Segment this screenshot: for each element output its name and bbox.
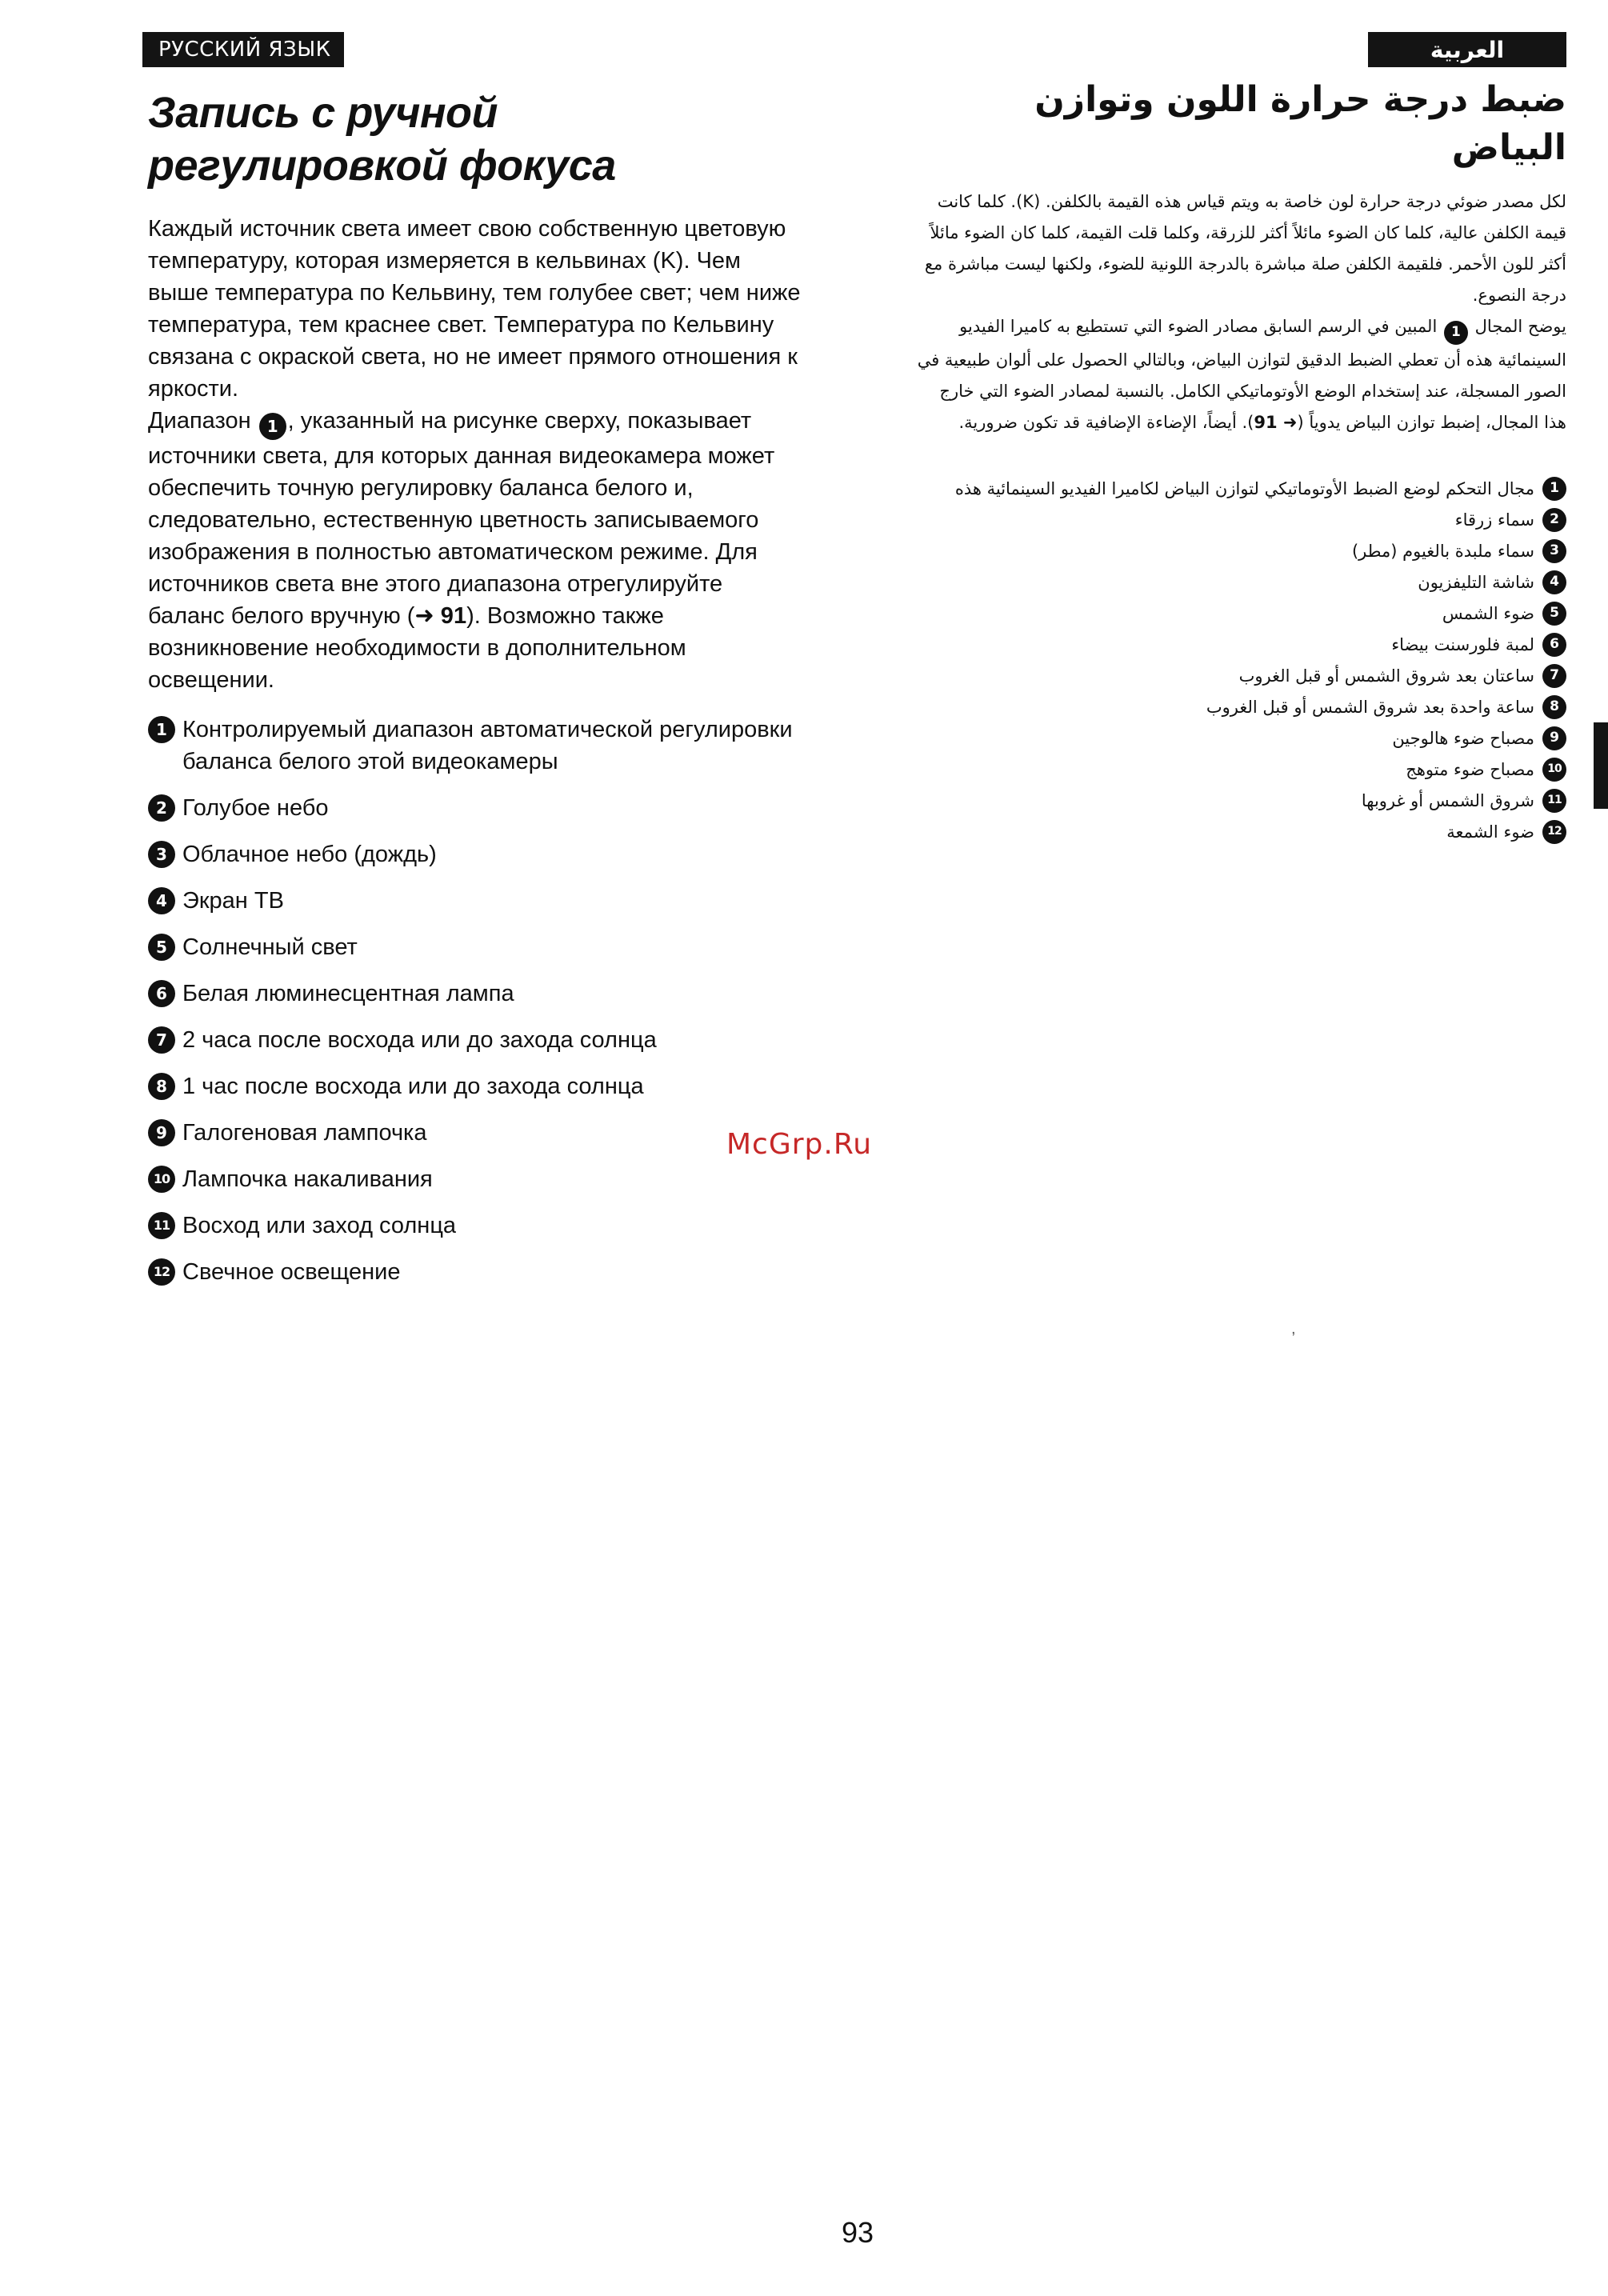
arabic-legend-number-5: 5 (1542, 602, 1566, 626)
russian-legend-item-1 (148, 714, 804, 778)
arabic-legend-number-2: 2 (1542, 508, 1566, 532)
russian-legend-item-5 (148, 931, 804, 963)
russian-legend-item-6 (148, 978, 804, 1010)
russian-legend-text-1: Контролируемый диапазон автоматической регулировки баланса белого этой видеокамеры (182, 717, 793, 774)
russian-legend-number-12: 12 (148, 1258, 175, 1286)
russian-legend-number-6: 6 (148, 980, 175, 1007)
arabic-legend-text-1: مجال التحكم لوضع الضبط الأوتوماتيكي لتوازن البياض لكاميرا الفيديو السينمائية هذه (954, 478, 1534, 498)
russian-legend-item-12 (148, 1256, 804, 1288)
arabic-legend-text-4: شاشة التليفزيون (1418, 572, 1534, 592)
arabic-range-marker-1: 1 (1444, 321, 1468, 345)
russian-legend-text-12: Свечное освещение (182, 1259, 401, 1285)
russian-legend-text-9: Галогеновая лампочка (182, 1120, 427, 1146)
russian-legend-number-4: 4 (148, 887, 175, 914)
russian-legend-text-2: Голубое небо (182, 795, 329, 821)
russian-legend-item-10 (148, 1163, 804, 1195)
arabic-legend-number-4: 4 (1542, 570, 1566, 594)
arabic-legend-item-7 (912, 661, 1566, 692)
arabic-legend-text-10: مصباح ضوء متوهج (1406, 759, 1534, 779)
arabic-legend-item-6 (912, 630, 1566, 661)
arabic-legend-text-9: مصباح ضوء هالوجين (1392, 728, 1534, 748)
russian-legend-text-5: Солнечный свет (182, 934, 358, 960)
arabic-legend-number-11: 11 (1542, 789, 1566, 813)
arabic-range-text-start: يوضح المجال (1474, 317, 1566, 336)
arabic-legend-text-11: شروق الشمس أو غروبها (1361, 790, 1534, 810)
russian-range-text-start: Диапазон (148, 408, 251, 434)
russian-legend-number-7: 7 (148, 1026, 175, 1054)
russian-legend-text-10: Лампочка накаливания (182, 1166, 433, 1192)
russian-legend-text-3: Облачное небо (дождь) (182, 842, 437, 867)
arabic-legend-text-5: ضوء الشمس (1442, 603, 1534, 623)
russian-legend-item-3 (148, 838, 804, 870)
arabic-paragraph-kelvin: لكل مصدر ضوئي درجة حرارة لون خاصة به ويتم قياس هذه القيمة بالكلفن. (K). كلما كانت قيمة الكلفن عالية، كلما كان الضوء مائلاً أكثر للزرقة، وكلما قلت القيمة، كلما كان الضوء مائلاً أكثر للون الأحمر. فلقيمة الكلفن صلة مباشرة بالدرجة اللونية للضوء، ولكنها ليست مباشرة مع درجة النصوع. (924, 192, 1566, 305)
arabic-legend-number-9: 9 (1542, 726, 1566, 750)
arabic-legend-text-7: ساعتان بعد شروق الشمس أو قبل الغروب (1238, 666, 1534, 686)
language-tab-russian: РУССКИЙ ЯЗЫК (142, 32, 344, 67)
russian-legend-text-11: Восход или заход солнца (182, 1213, 457, 1238)
arabic-legend-number-10: 10 (1542, 758, 1566, 782)
arabic-paragraph-range (912, 311, 1566, 438)
arabic-legend-list (912, 474, 1566, 848)
arabic-legend-text-8: ساعة واحدة بعد شروق الشمس أو قبل الغروب (1206, 697, 1534, 717)
arabic-legend-item-5 (912, 598, 1566, 630)
arabic-legend-text-3: سماء ملبدة بالغيوم (مطر) (1351, 541, 1534, 561)
russian-legend-number-3: 3 (148, 841, 175, 868)
russian-range-text-middle: , указанный на рисунке сверху, показывает источники света, для которых данная видеокамера может обеспечить точную регулировку баланса белого и, следовательно, естественную цветность записываемого изображения в полностью автоматическом режиме. Для источников света вне этого диапазона отрегулируйте баланс белого вручную ( (148, 408, 775, 629)
arabic-legend-number-3: 3 (1542, 539, 1566, 563)
russian-legend-text-6: Белая люминесцентная лампа (182, 981, 514, 1006)
arabic-range-text-end: ). أيضاً، الإضاءة الإضافية قد تكون ضرورية. (958, 412, 1254, 432)
arabic-legend-item-3 (912, 536, 1566, 567)
russian-legend-item-2 (148, 792, 804, 824)
russian-paragraph-kelvin: Каждый источник света имеет свою собственную цветовую температуру, которая измеряется в кельвинах (K). Чем выше температура по Кельвину, тем голубее свет; чем ниже температура, тем краснее свет. Температура по Кельвину связана с окраской света, но не имеет прямого отношения к яркости. (148, 216, 801, 402)
russian-legend-text-7: 2 часа после восхода или до захода солнца (182, 1027, 657, 1053)
russian-paragraph-range (148, 405, 804, 696)
russian-legend-item-4 (148, 885, 804, 917)
arabic-page-reference-91: ➜ 91 (1254, 412, 1298, 432)
language-tab-arabic: العربية (1368, 32, 1566, 67)
arabic-legend-item-4 (912, 567, 1566, 598)
arabic-column (912, 76, 1566, 848)
arabic-legend-item-9 (912, 723, 1566, 754)
russian-range-text-end: ). Возможно также возникновение необходимости в дополнительном освещении. (148, 603, 686, 693)
arabic-legend-number-12: 12 (1542, 820, 1566, 844)
arabic-legend-text-6: لمبة فلورسنت بيضاء (1391, 634, 1534, 654)
russian-legend-item-7 (148, 1024, 804, 1056)
russian-legend-text-4: Экран ТВ (182, 888, 284, 914)
arabic-legend-item-8 (912, 692, 1566, 723)
russian-title-line-2: регулировкой фокуса (148, 142, 616, 190)
arabic-legend-text-2: سماء زرقاء (1454, 510, 1534, 530)
arabic-section-title: ضبط درجة حرارة اللون وتوازن البياض (1034, 79, 1566, 168)
russian-legend-text-8: 1 час после восхода или до захода солнца (182, 1074, 644, 1099)
range-marker-1: 1 (259, 413, 286, 440)
russian-legend-number-8: 8 (148, 1073, 175, 1100)
arabic-range-text-middle: المبين في الرسم السابق مصادر الضوء التي تستطيع به كاميرا الفيديو السينمائية هذه أن تعطي الضبط الدقيق لتوازن البياض، وبالتالي الحصول على ألوان طبيعية في الصور المسجلة، عند إستخدام الوضع الأوتوماتيكي الكامل. بالنسبة لمصادر الضوء التي خارج هذا المجال، إضبط توازن البياض يدوياً ( (917, 317, 1566, 432)
russian-legend-number-9: 9 (148, 1119, 175, 1146)
russian-legend-number-2: 2 (148, 794, 175, 822)
russian-column (148, 86, 804, 1302)
watermark-text: McGrp.Ru (726, 1128, 873, 1161)
arabic-legend-number-6: 6 (1542, 633, 1566, 657)
arabic-legend-number-8: 8 (1542, 695, 1566, 719)
arabic-legend-text-12: ضوء الشمعة (1446, 822, 1534, 842)
russian-legend-number-1: 1 (148, 716, 175, 743)
arabic-legend-number-1: 1 (1542, 477, 1566, 501)
arabic-legend-number-7: 7 (1542, 664, 1566, 688)
russian-section-title (148, 86, 804, 192)
arabic-legend-item-11 (912, 786, 1566, 817)
russian-legend-item-11 (148, 1210, 804, 1242)
russian-legend-item-8 (148, 1070, 804, 1102)
russian-legend-number-11: 11 (148, 1212, 175, 1239)
russian-legend-list (148, 714, 804, 1288)
russian-legend-item-9 (148, 1117, 804, 1149)
stray-mark: , (1291, 1320, 1296, 1338)
arabic-legend-item-10 (912, 754, 1566, 786)
arabic-legend-item-2 (912, 505, 1566, 536)
page-number: 93 (842, 2216, 874, 2249)
russian-legend-number-5: 5 (148, 934, 175, 961)
page-reference-91: ➜ 91 (414, 603, 467, 629)
section-edge-tab (1594, 722, 1608, 809)
arabic-legend-item-12 (912, 817, 1566, 848)
arabic-legend-item-1 (912, 474, 1566, 505)
russian-legend-number-10: 10 (148, 1166, 175, 1193)
russian-title-line-1: Запись с ручной (148, 89, 498, 137)
